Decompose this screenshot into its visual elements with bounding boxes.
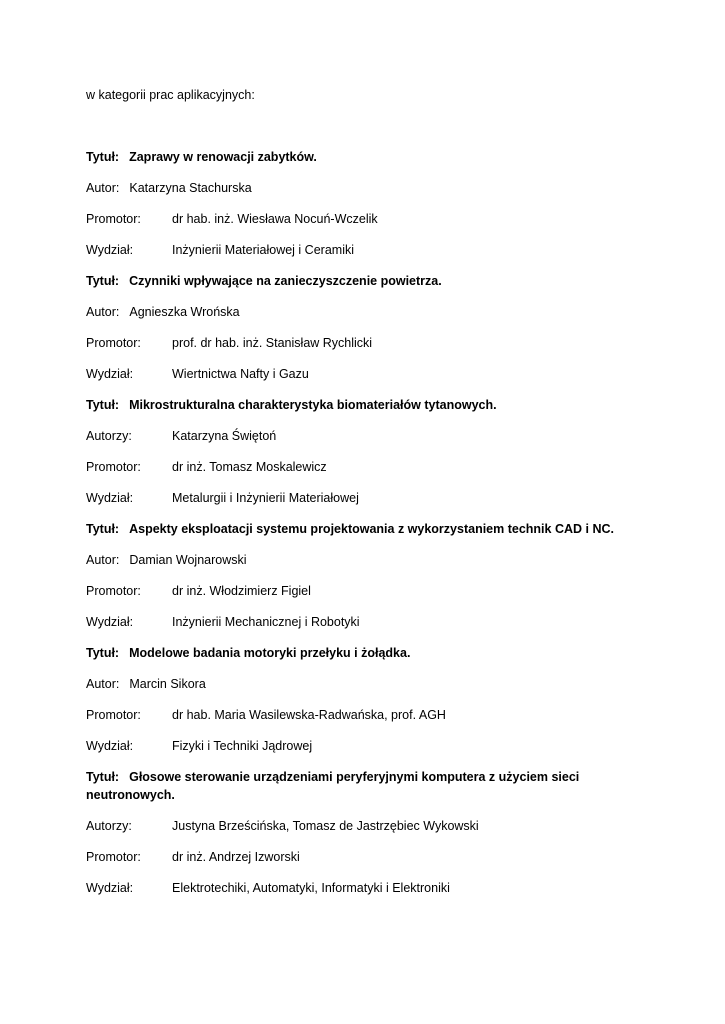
entry-faculty: Metalurgii i Inżynierii Materiałowej	[172, 491, 359, 505]
entry-title-line	[86, 398, 497, 413]
entry-author-line	[86, 677, 206, 692]
entry-promoter-line	[86, 584, 311, 599]
entry-faculty-line	[86, 243, 354, 258]
entry-author-line	[86, 305, 240, 320]
entry-faculty-line	[86, 367, 309, 382]
entry-author: Justyna Brześcińska, Tomasz de Jastrzębiec Wykowski	[172, 819, 479, 833]
title-label: Tytuł:	[86, 770, 120, 784]
entry-promoter: prof. dr hab. inż. Stanisław Rychlicki	[172, 336, 373, 350]
entry-author: Katarzyna Świętoń	[172, 429, 277, 443]
faculty-label: Wydział:	[86, 881, 134, 895]
entry-faculty: Fizyki i Techniki Jądrowej	[172, 739, 313, 753]
intro-text: w kategorii prac aplikacyjnych:	[86, 88, 255, 102]
entry-promoter-line	[86, 460, 327, 475]
entry-title-line	[86, 768, 606, 804]
author-label: Autor:	[86, 553, 120, 567]
faculty-label: Wydział:	[86, 243, 134, 257]
entry-author-line	[86, 819, 479, 834]
entry-title-line	[86, 274, 442, 289]
author-label: Autorzy:	[86, 819, 132, 833]
faculty-label: Wydział:	[86, 491, 134, 505]
faculty-label: Wydział:	[86, 367, 134, 381]
entry-title: Mikrostrukturalna charakterystyka biomateriałów tytanowych.	[129, 398, 497, 412]
promoter-label: Promotor:	[86, 212, 141, 226]
entry-faculty: Elektrotechiki, Automatyki, Informatyki i Elektroniki	[172, 881, 450, 895]
entry-faculty-line	[86, 881, 450, 896]
promoter-label: Promotor:	[86, 460, 141, 474]
promoter-label: Promotor:	[86, 708, 141, 722]
faculty-label: Wydział:	[86, 615, 134, 629]
promoter-label: Promotor:	[86, 850, 141, 864]
entry-title-line	[86, 150, 317, 165]
entry-promoter: dr hab. Maria Wasilewska-Radwańska, prof. AGH	[172, 708, 446, 722]
author-label: Autor:	[86, 305, 120, 319]
entry-title: Modelowe badania motoryki przełyku i żołądka.	[129, 646, 411, 660]
title-label: Tytuł:	[86, 274, 120, 288]
entry-title: Zaprawy w renowacji zabytków.	[129, 150, 317, 164]
title-label: Tytuł:	[86, 150, 120, 164]
title-label: Tytuł:	[86, 646, 120, 660]
entry-faculty: Inżynierii Mechanicznej i Robotyki	[172, 615, 360, 629]
promoter-label: Promotor:	[86, 336, 141, 350]
entry-promoter: dr inż. Tomasz Moskalewicz	[172, 460, 327, 474]
entry-author: Damian Wojnarowski	[129, 553, 247, 567]
entry-faculty: Inżynierii Materiałowej i Ceramiki	[172, 243, 354, 257]
entry-promoter: dr inż. Włodzimierz Figiel	[172, 584, 311, 598]
entry-title: Aspekty eksploatacji systemu projektowania z wykorzystaniem technik CAD i NC.	[129, 522, 614, 536]
entry-title-line	[86, 646, 410, 661]
title-label: Tytuł:	[86, 522, 120, 536]
entry-author-line	[86, 181, 252, 196]
entry-author-line	[86, 429, 276, 444]
entry-faculty-line	[86, 491, 359, 506]
entry-author-line	[86, 553, 247, 568]
title-label: Tytuł:	[86, 398, 120, 412]
entry-title-line	[86, 522, 614, 537]
author-label: Autorzy:	[86, 429, 132, 443]
entry-promoter-line	[86, 850, 300, 865]
entry-faculty: Wiertnictwa Nafty i Gazu	[172, 367, 309, 381]
promoter-label: Promotor:	[86, 584, 141, 598]
entry-title: Głosowe sterowanie urządzeniami peryferyjnymi komputera z użyciem sieci neutronowych.	[86, 770, 580, 802]
entry-promoter: dr hab. inż. Wiesława Nocuń-Wczelik	[172, 212, 378, 226]
author-label: Autor:	[86, 677, 120, 691]
entry-promoter-line	[86, 708, 446, 723]
entry-faculty-line	[86, 739, 312, 754]
entry-faculty-line	[86, 615, 360, 630]
entry-author: Marcin Sikora	[129, 677, 206, 691]
author-label: Autor:	[86, 181, 120, 195]
entry-promoter-line	[86, 336, 372, 351]
entry-author: Katarzyna Stachurska	[129, 181, 252, 195]
faculty-label: Wydział:	[86, 739, 134, 753]
entry-promoter: dr inż. Andrzej Izworski	[172, 850, 300, 864]
entry-promoter-line	[86, 212, 378, 227]
entry-title: Czynniki wpływające na zanieczyszczenie powietrza.	[129, 274, 442, 288]
entry-author: Agnieszka Wrońska	[129, 305, 240, 319]
